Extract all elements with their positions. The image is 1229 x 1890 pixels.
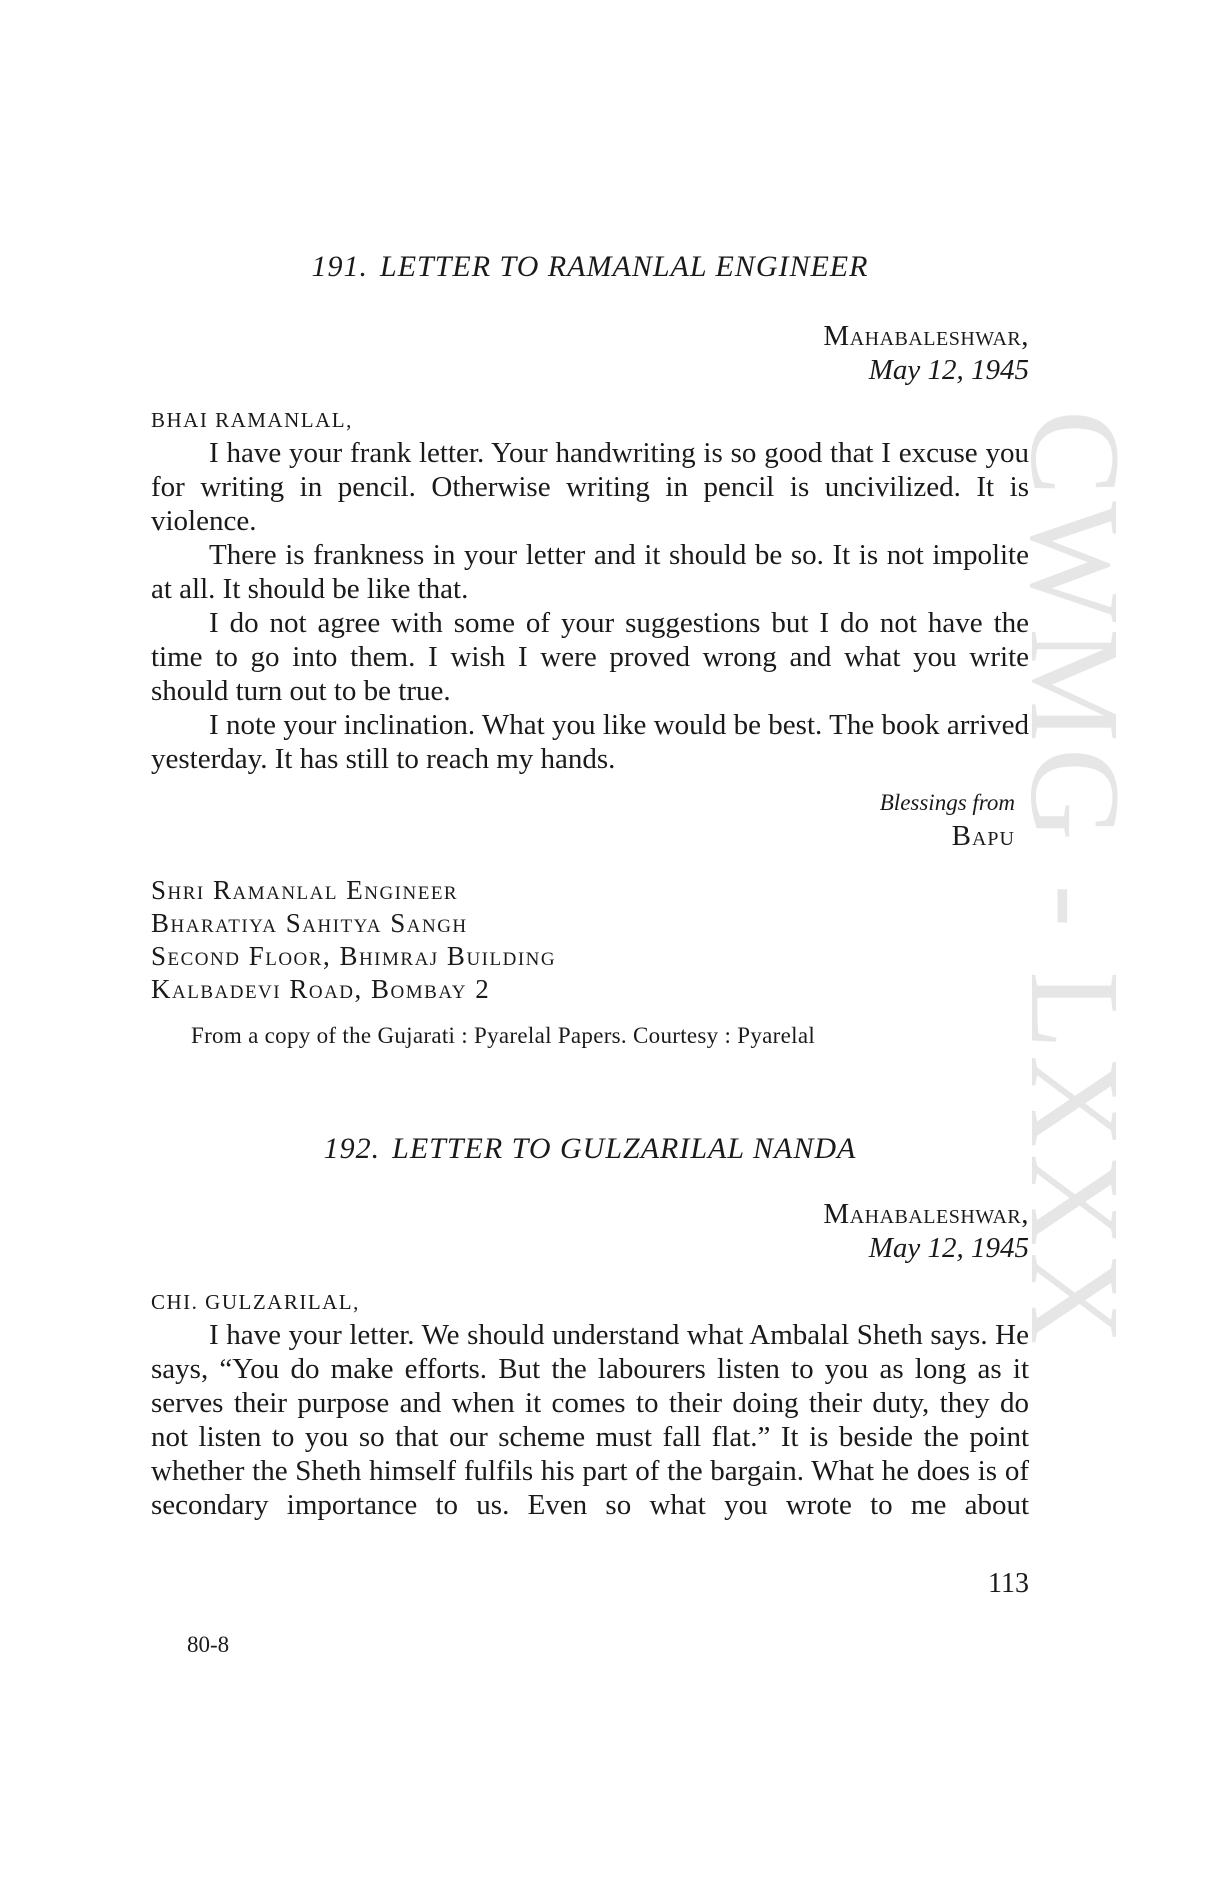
letter-2-heading: [151, 1132, 1029, 1166]
letter-1-closing: Blessings from: [879, 790, 1015, 815]
address-line: Kalbadevi Road, Bombay 2: [151, 974, 491, 1004]
letter-1-paragraph: I do not agree with some of your suggestions but I do not have the time to go into them. I wish I were proved wrong and what you write should turn out to be true.: [151, 607, 1029, 707]
letter-1-heading: [151, 250, 1029, 284]
letter-1-body: [151, 436, 1029, 776]
address-line: Second Floor, Bhimraj Building: [151, 941, 557, 971]
page-content: [151, 0, 1029, 1890]
letter-1-address: [151, 874, 556, 1006]
letter-2-title: LETTER TO GULZARILAL NANDA: [392, 1132, 857, 1165]
letter-2-body: [151, 1318, 1029, 1522]
letter-1-date: May 12, 1945: [868, 354, 1029, 386]
letter-1-paragraph: I have your frank letter. Your handwriting is so good that I excuse you for writing in pencil. Otherwise writing in pencil is uncivilized. It is violence.: [151, 437, 1029, 537]
letter-1-place: Mahabaleshwar,: [823, 320, 1029, 352]
letter-2-salutation: CHI. GULZARILAL,: [151, 1290, 360, 1314]
letter-2-paragraph: I have your letter. We should understand what Ambalal Sheth says. He says, “You do make efforts. But the labourers listen to you as long as it serves their purpose and when it comes to their doing their duty, they do not listen to you so that our scheme must fall flat.” It is beside the point whether the Sheth himself fulfils his part of the bargain. What he does is of secondary importance to us. Even so what you wrote to me about: [151, 1319, 1029, 1521]
letter-2-place: Mahabaleshwar,: [823, 1198, 1029, 1230]
watermark: CWMG - LXXX: [1004, 410, 1146, 1351]
letter-1-number: 191.: [311, 250, 369, 283]
letter-1-signature: Bapu: [951, 820, 1015, 852]
letter-2-date: May 12, 1945: [868, 1232, 1029, 1264]
printer-signature-mark: 80-8: [187, 1632, 230, 1657]
letter-1-salutation: BHAI RAMANLAL,: [151, 408, 353, 432]
letter-1-paragraph: I note your inclination. What you like would be best. The book arrived yesterday. It has still to reach my hands.: [151, 709, 1029, 775]
letter-2-number: 192.: [323, 1132, 381, 1165]
letter-1-title: LETTER TO RAMANLAL ENGINEER: [380, 250, 869, 283]
letter-1-paragraph: There is frankness in your letter and it should be so. It is not impolite at all. It should be like that.: [151, 539, 1029, 605]
letter-1-source-note: From a copy of the Gujarati : Pyarelal Papers. Courtesy : Pyarelal: [191, 1023, 816, 1048]
address-line: Bharatiya Sahitya Sangh: [151, 908, 468, 938]
address-line: Shri Ramanlal Engineer: [151, 875, 459, 905]
page-number: 113: [988, 1568, 1029, 1599]
